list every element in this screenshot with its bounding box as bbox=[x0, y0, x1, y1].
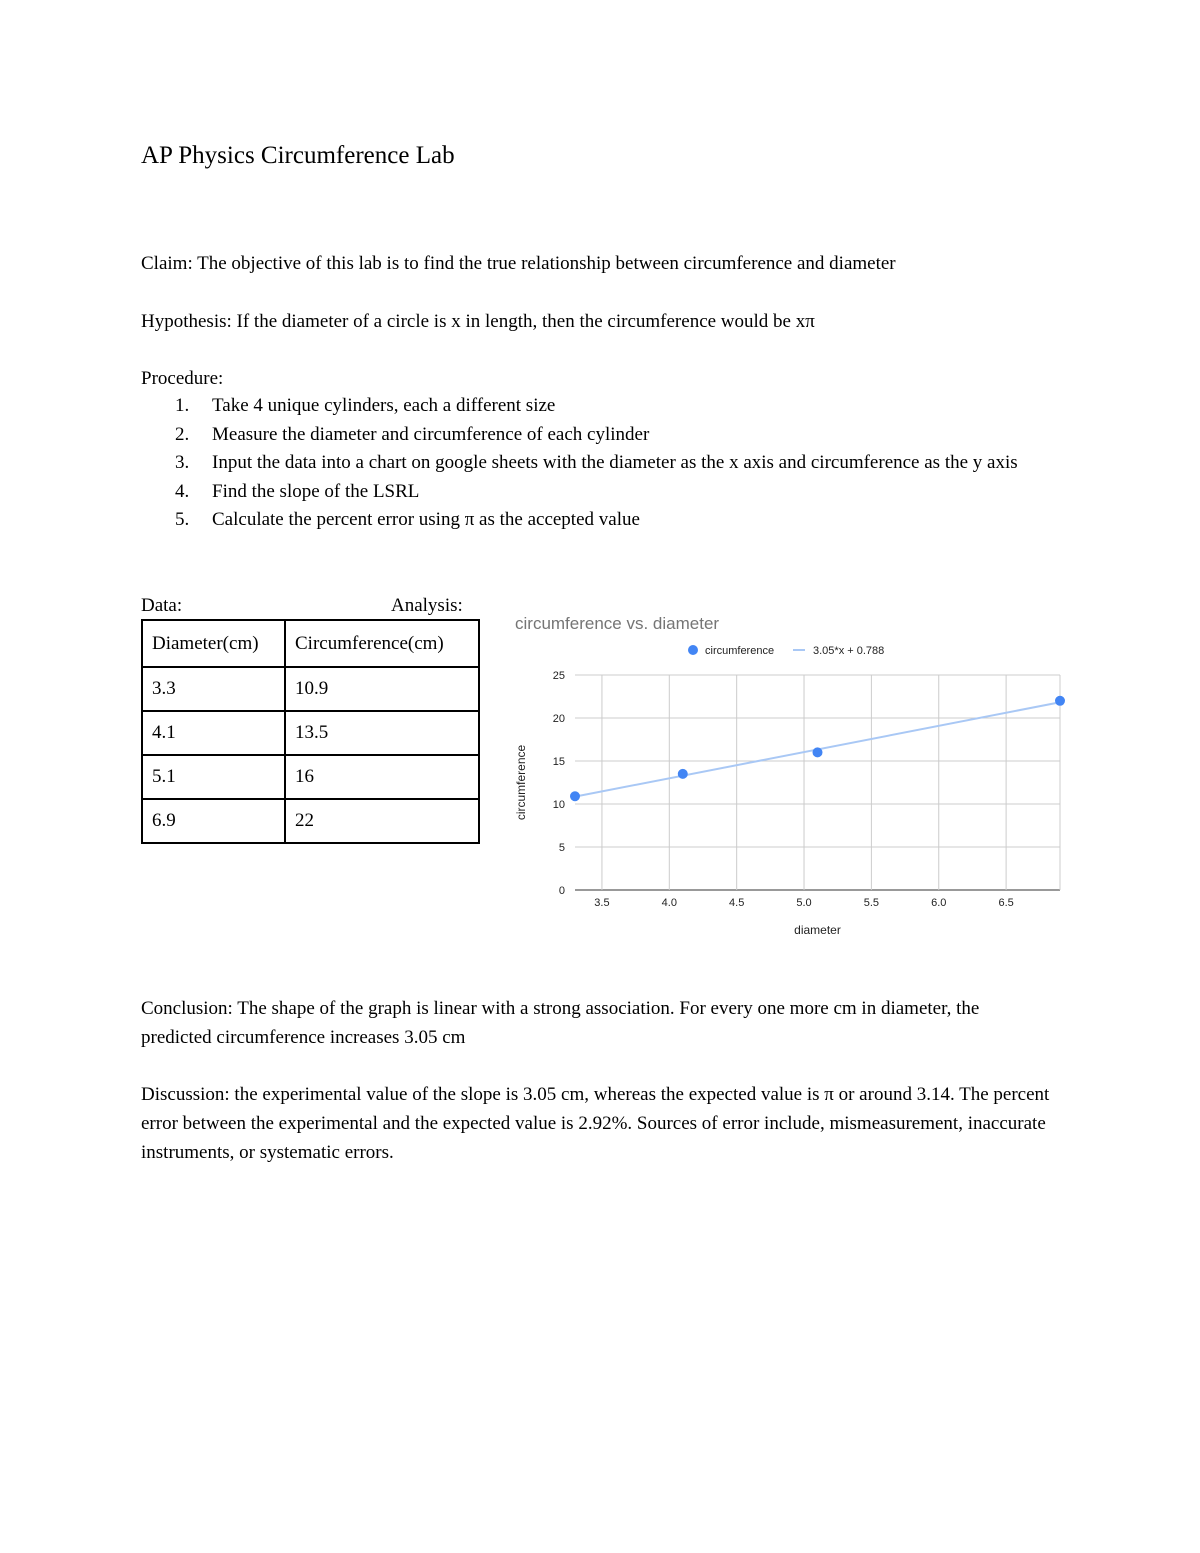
procedure-heading: Procedure: bbox=[141, 368, 224, 389]
step-number: 4. bbox=[175, 480, 190, 502]
cell-diameter: 3.3 bbox=[142, 667, 285, 711]
header-diameter: Diameter(cm) bbox=[142, 620, 285, 667]
x-tick-label: 4.0 bbox=[661, 897, 677, 909]
cell-circumference: 22 bbox=[285, 799, 479, 843]
step-text: Take 4 unique cylinders, each a different size bbox=[212, 395, 556, 416]
cell-diameter: 4.1 bbox=[142, 711, 285, 755]
data-point bbox=[570, 791, 580, 801]
y-tick-label: 15 bbox=[552, 756, 565, 768]
step-text: Calculate the percent error using π as the accepted value bbox=[212, 509, 640, 530]
x-tick-label: 3.5 bbox=[594, 897, 610, 909]
legend-marker-circumference bbox=[688, 645, 698, 655]
y-tick-label: 0 bbox=[558, 885, 565, 897]
cell-circumference: 16 bbox=[285, 755, 479, 799]
hypothesis-text: Hypothesis: If the diameter of a circle is x in length, then the circumference would be xπ bbox=[141, 311, 815, 332]
cell-circumference: 13.5 bbox=[285, 711, 479, 755]
y-tick-label: 20 bbox=[552, 713, 565, 725]
x-tick-label: 4.5 bbox=[729, 897, 745, 909]
x-tick-label: 6.0 bbox=[931, 897, 947, 909]
cell-diameter: 5.1 bbox=[142, 755, 285, 799]
step-text: Find the slope of the LSRL bbox=[212, 480, 420, 502]
procedure-list bbox=[141, 392, 1051, 535]
data-point bbox=[1055, 696, 1065, 706]
header-circumference: Circumference(cm) bbox=[285, 620, 479, 667]
discussion-text: Discussion: the experimental value of the slope is 3.05 cm, whereas the expected value is π or around 3.14. The percent error between the experimental and the expected value is 2.92%. Sources of error include, mismeasurement, inaccurate instruments, or systematic errors. bbox=[141, 1084, 1050, 1163]
table-row bbox=[142, 711, 479, 755]
x-axis-label: diameter bbox=[794, 923, 841, 937]
x-tick-label: 5.0 bbox=[796, 897, 812, 909]
scatter-chart bbox=[505, 605, 1075, 945]
data-point bbox=[678, 769, 688, 779]
claim-text: Claim: The objective of this lab is to find the true relationship between circumference and diameter bbox=[141, 253, 896, 274]
step-text: Measure the diameter and circumference of each cylinder bbox=[212, 423, 650, 445]
x-tick-label: 6.5 bbox=[998, 897, 1014, 909]
step-number: 5. bbox=[175, 509, 190, 530]
data-label: Data: bbox=[141, 595, 183, 616]
table-header-row bbox=[142, 620, 479, 667]
chart-title: circumference vs. diameter bbox=[515, 614, 720, 633]
table-row bbox=[142, 799, 479, 843]
step-number: 1. bbox=[175, 395, 190, 416]
conclusion-text: Conclusion: The shape of the graph is linear with a strong association. For every one more cm in diameter, the predicted circumference increases 3.05 cm bbox=[141, 998, 980, 1048]
table-row bbox=[142, 755, 479, 799]
data-table bbox=[141, 619, 480, 844]
y-tick-label: 5 bbox=[558, 842, 565, 854]
x-tick-label: 5.5 bbox=[863, 897, 880, 909]
cell-diameter: 6.9 bbox=[142, 799, 285, 843]
y-tick-label: 25 bbox=[552, 670, 565, 682]
data-point bbox=[813, 747, 823, 757]
y-axis-label: circumference bbox=[514, 744, 528, 821]
table-row bbox=[142, 667, 479, 711]
legend-label-circumference: circumference bbox=[705, 645, 775, 657]
page-title: AP Physics Circumference Lab bbox=[141, 142, 455, 169]
analysis-label: Analysis: bbox=[391, 595, 463, 616]
cell-circumference: 10.9 bbox=[285, 667, 479, 711]
procedure-step bbox=[141, 392, 1051, 421]
procedure-step bbox=[141, 506, 1051, 535]
step-number: 2. bbox=[175, 423, 190, 445]
step-number: 3. bbox=[175, 452, 190, 473]
procedure-step bbox=[141, 421, 1051, 450]
procedure-step bbox=[141, 478, 1051, 507]
procedure-step bbox=[141, 449, 1051, 478]
y-tick-label: 10 bbox=[552, 799, 565, 811]
step-text: Input the data into a chart on google sheets with the diameter as the x axis and circumference as the y axis bbox=[212, 452, 1018, 473]
legend-label-trendline: 3.05*x + 0.788 bbox=[813, 645, 885, 657]
